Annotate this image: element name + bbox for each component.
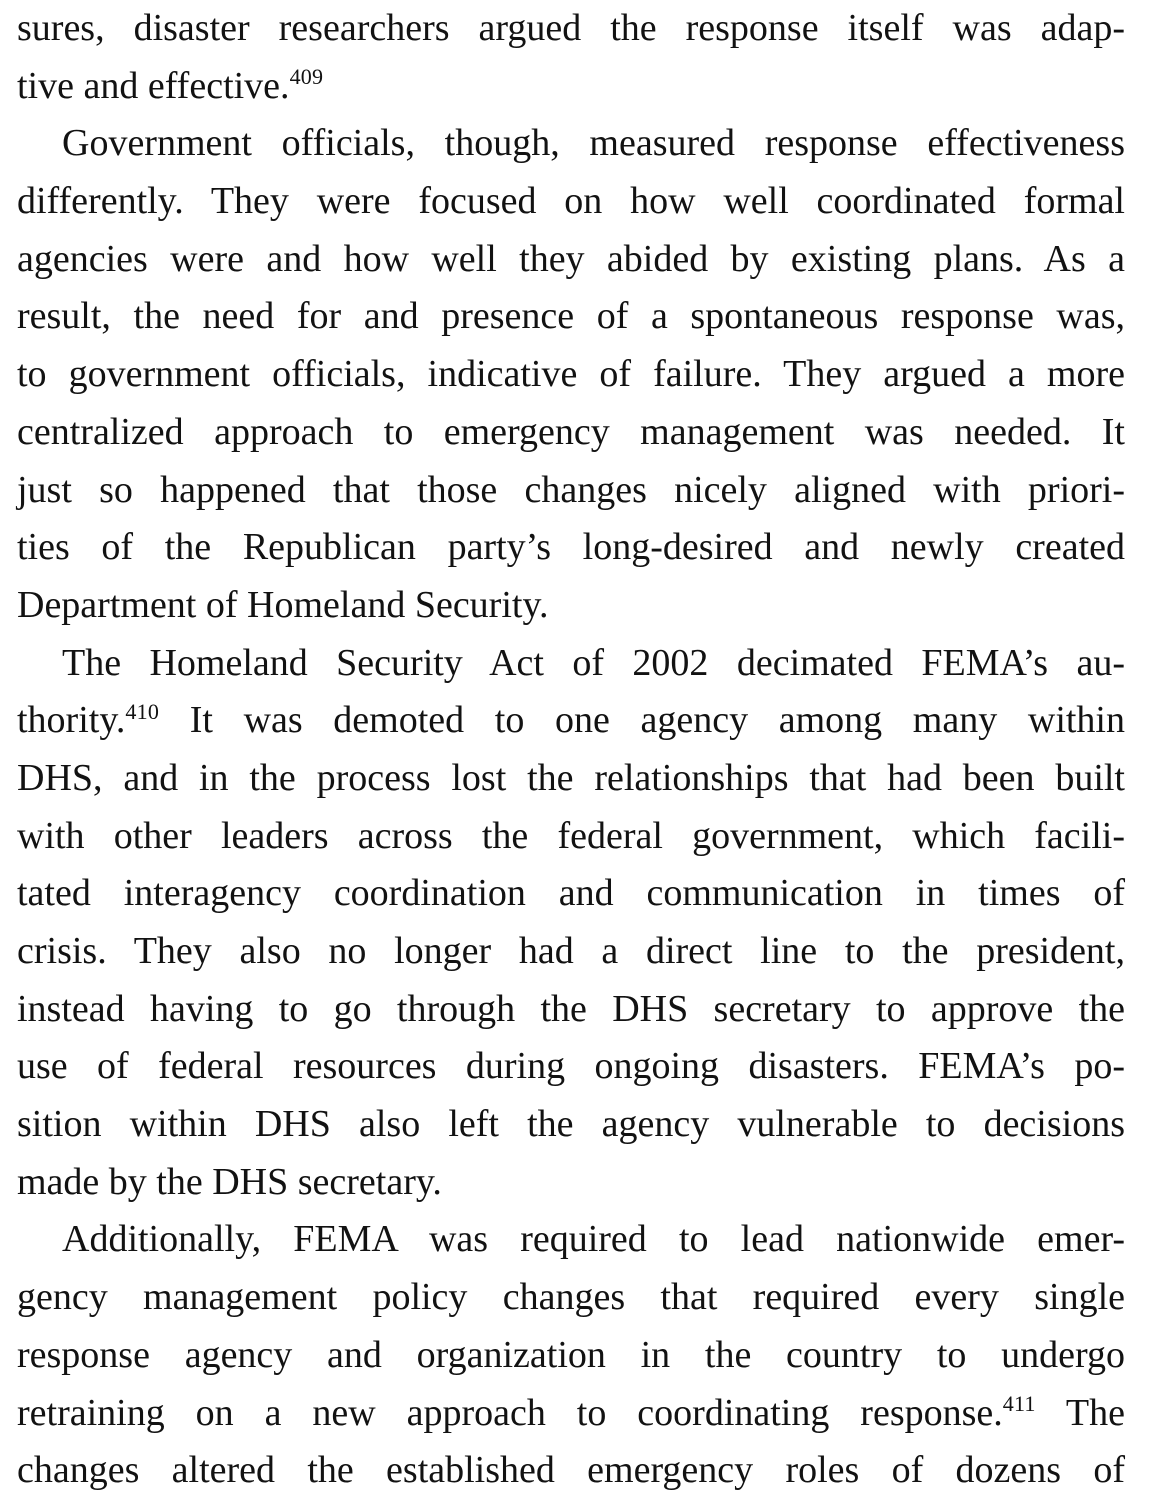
text-line [17,58,1125,116]
text-line: to government officials, indicative of failure. They argued a more [17,353,1125,396]
text-line: sition within DHS also left the agency vulnerable to decisions [17,1103,1125,1146]
footnote-ref-411: 411 [1002,1390,1036,1416]
text-line: Department of Homeland Security. [17,583,549,626]
text-line: response agency and organization in the country to undergo [17,1333,1125,1376]
text-line [17,692,1125,750]
text-segment: The [1035,1391,1125,1434]
text-line: agencies were and how well they abided by existing plans. As a [17,237,1125,280]
text-line: use of federal resources during ongoing disasters. FEMA’s po- [17,1045,1125,1088]
text-segment: retraining on a new approach to coordinating response. [17,1391,1003,1434]
text-line: crisis. They also no longer had a direct line to the president, [17,930,1125,972]
footnote-ref-410: 410 [125,698,160,724]
text-line: The Homeland Security Act of 2002 decimated FEMA’s au- [62,641,1125,684]
text-line: gency management policy changes that required every single [17,1276,1125,1319]
text-line [17,1385,1125,1443]
text-segment: tive and effective. [17,64,290,107]
text-line: differently. They were focused on how well coordinated formal [17,180,1125,223]
text-line: centralized approach to emergency management was needed. It [17,410,1125,453]
text-line: result, the need for and presence of a spontaneous response was, [17,295,1125,338]
text-line: instead having to go through the DHS secretary to approve the [17,987,1125,1030]
footnote-ref-409: 409 [289,64,324,90]
text-line: with other leaders across the federal government, which facili- [17,814,1125,857]
text-line: Government officials, though, measured response effectiveness [62,122,1125,165]
text-line: DHS, and in the process lost the relationships that had been built [17,756,1125,799]
text-line: just so happened that those changes nicely aligned with priori- [17,468,1125,511]
text-line: changes altered the established emergency roles of dozens of [17,1449,1125,1492]
text-line: sures, disaster researchers argued the response itself was adap- [17,7,1125,49]
text-line: ties of the Republican party’s long-desired and newly created [17,526,1125,569]
text-line: Additionally, FEMA was required to lead nationwide emer- [62,1218,1125,1261]
text-segment: thority. [17,699,126,742]
text-segment: It was demoted to one agency among many within [159,699,1125,742]
text-line: made by the DHS secretary. [17,1160,442,1203]
text-line: tated interagency coordination and communication in times of [17,872,1125,915]
